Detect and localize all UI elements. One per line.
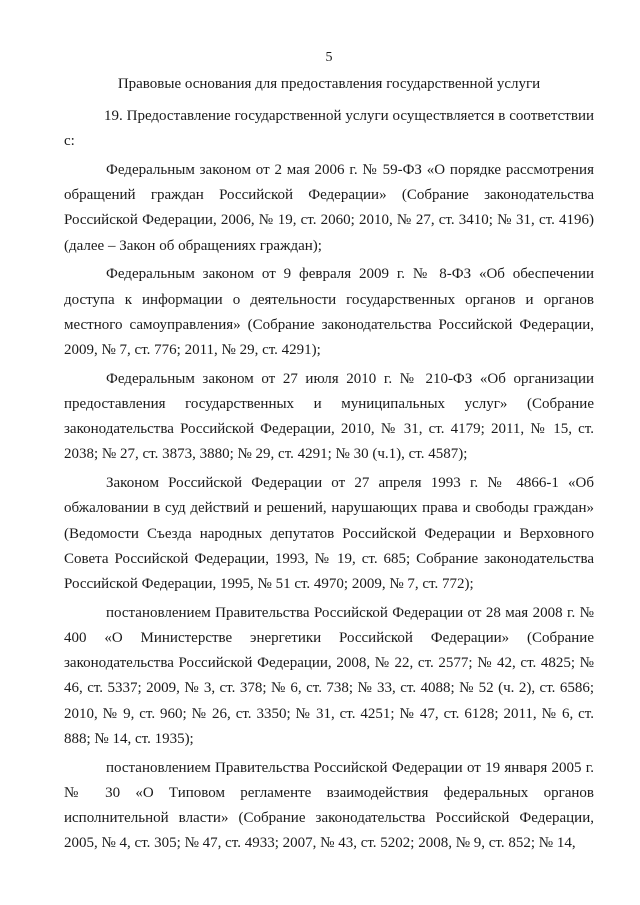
paragraph-resolution-400: постановлением Правительства Российской Федерации от 28 мая 2008 г. № 400 «О Министерстве энергетики Российской Федерации» (Собрание законодательства Российской Федерации, 2008, № 22, ст. 2577; № 42, ст. 4825; № 46, ст. 5337; 2009, № 3, ст. 378; № 6, ст. 738; № 33, ст. 4088; № 52 (ч. 2), ст. 6586; 2010, № 9, ст. 960; № 26, ст. 3350; № 31, ст. 4251; № 47, ст. 6128; 2011, № 6, ст. 888; № 14, ст. 1935);: [64, 604, 594, 747]
section-heading: Правовые основания для предоставления государственной услуги: [117, 76, 541, 92]
paragraph-law-4866: Законом Российской Федерации от 27 апреля 1993 г. № 4866-1 «Об обжаловании в суд действий и решений, нарушающих права и свободы граждан» (Ведомости Съезда народных депутатов Российской Федерации и Верховного Совета Российской Федерации, 1993, № 19, ст. 685; Собрание законодательства Российской Федерации, 1995, № 51 ст. 4970; 2009, № 7, ст. 772);: [64, 475, 594, 593]
document-body: [64, 104, 594, 860]
paragraph-intro: 19. Предоставление государственной услуги осуществляется в соответствии с:: [64, 108, 594, 150]
document-page: [64, 0, 594, 905]
paragraph-resolution-30: постановлением Правительства Российской Федерации от 19 января 2005 г. № 30 «О Типовом регламенте взаимодействия федеральных органов исполнительной власти» (Собрание законодательства Российской Федерации, 2005, № 4, ст. 305; № 47, ст. 4933; 2007, № 43, ст. 5202; 2008, № 9, ст. 852; № 14,: [64, 759, 594, 852]
paragraph-law-59fz: Федеральным законом от 2 мая 2006 г. № 59-ФЗ «О порядке рассмотрения обращений граждан Российской Федерации» (Собрание законодательства Российской Федерации, 2006, № 19, ст. 2060; 2010, № 27, ст. 3410; № 31, ст. 4196) (далее – Закон об обращениях граждан);: [64, 162, 594, 254]
page-number: 5: [325, 50, 333, 65]
paragraph-law-8fz: Федеральным законом от 9 февраля 2009 г. № 8-ФЗ «Об обеспечении доступа к информации о деятельности государственных органов и органов местного самоуправления» (Собрание законодательства Российской Федерации, 2009, № 7, ст. 776; 2011, № 29, ст. 4291);: [64, 266, 594, 359]
paragraph-law-210fz: Федеральным законом от 27 июля 2010 г. № 210-ФЗ «Об организации предоставления государственных и муниципальных услуг» (Собрание законодательства Российской Федерации, 2010, № 31, ст. 4179; 2011, № 15, ст. 2038; № 27, ст. 3873, 3880; № 29, ст. 4291; № 30 (ч.1), ст. 4587);: [64, 370, 594, 463]
